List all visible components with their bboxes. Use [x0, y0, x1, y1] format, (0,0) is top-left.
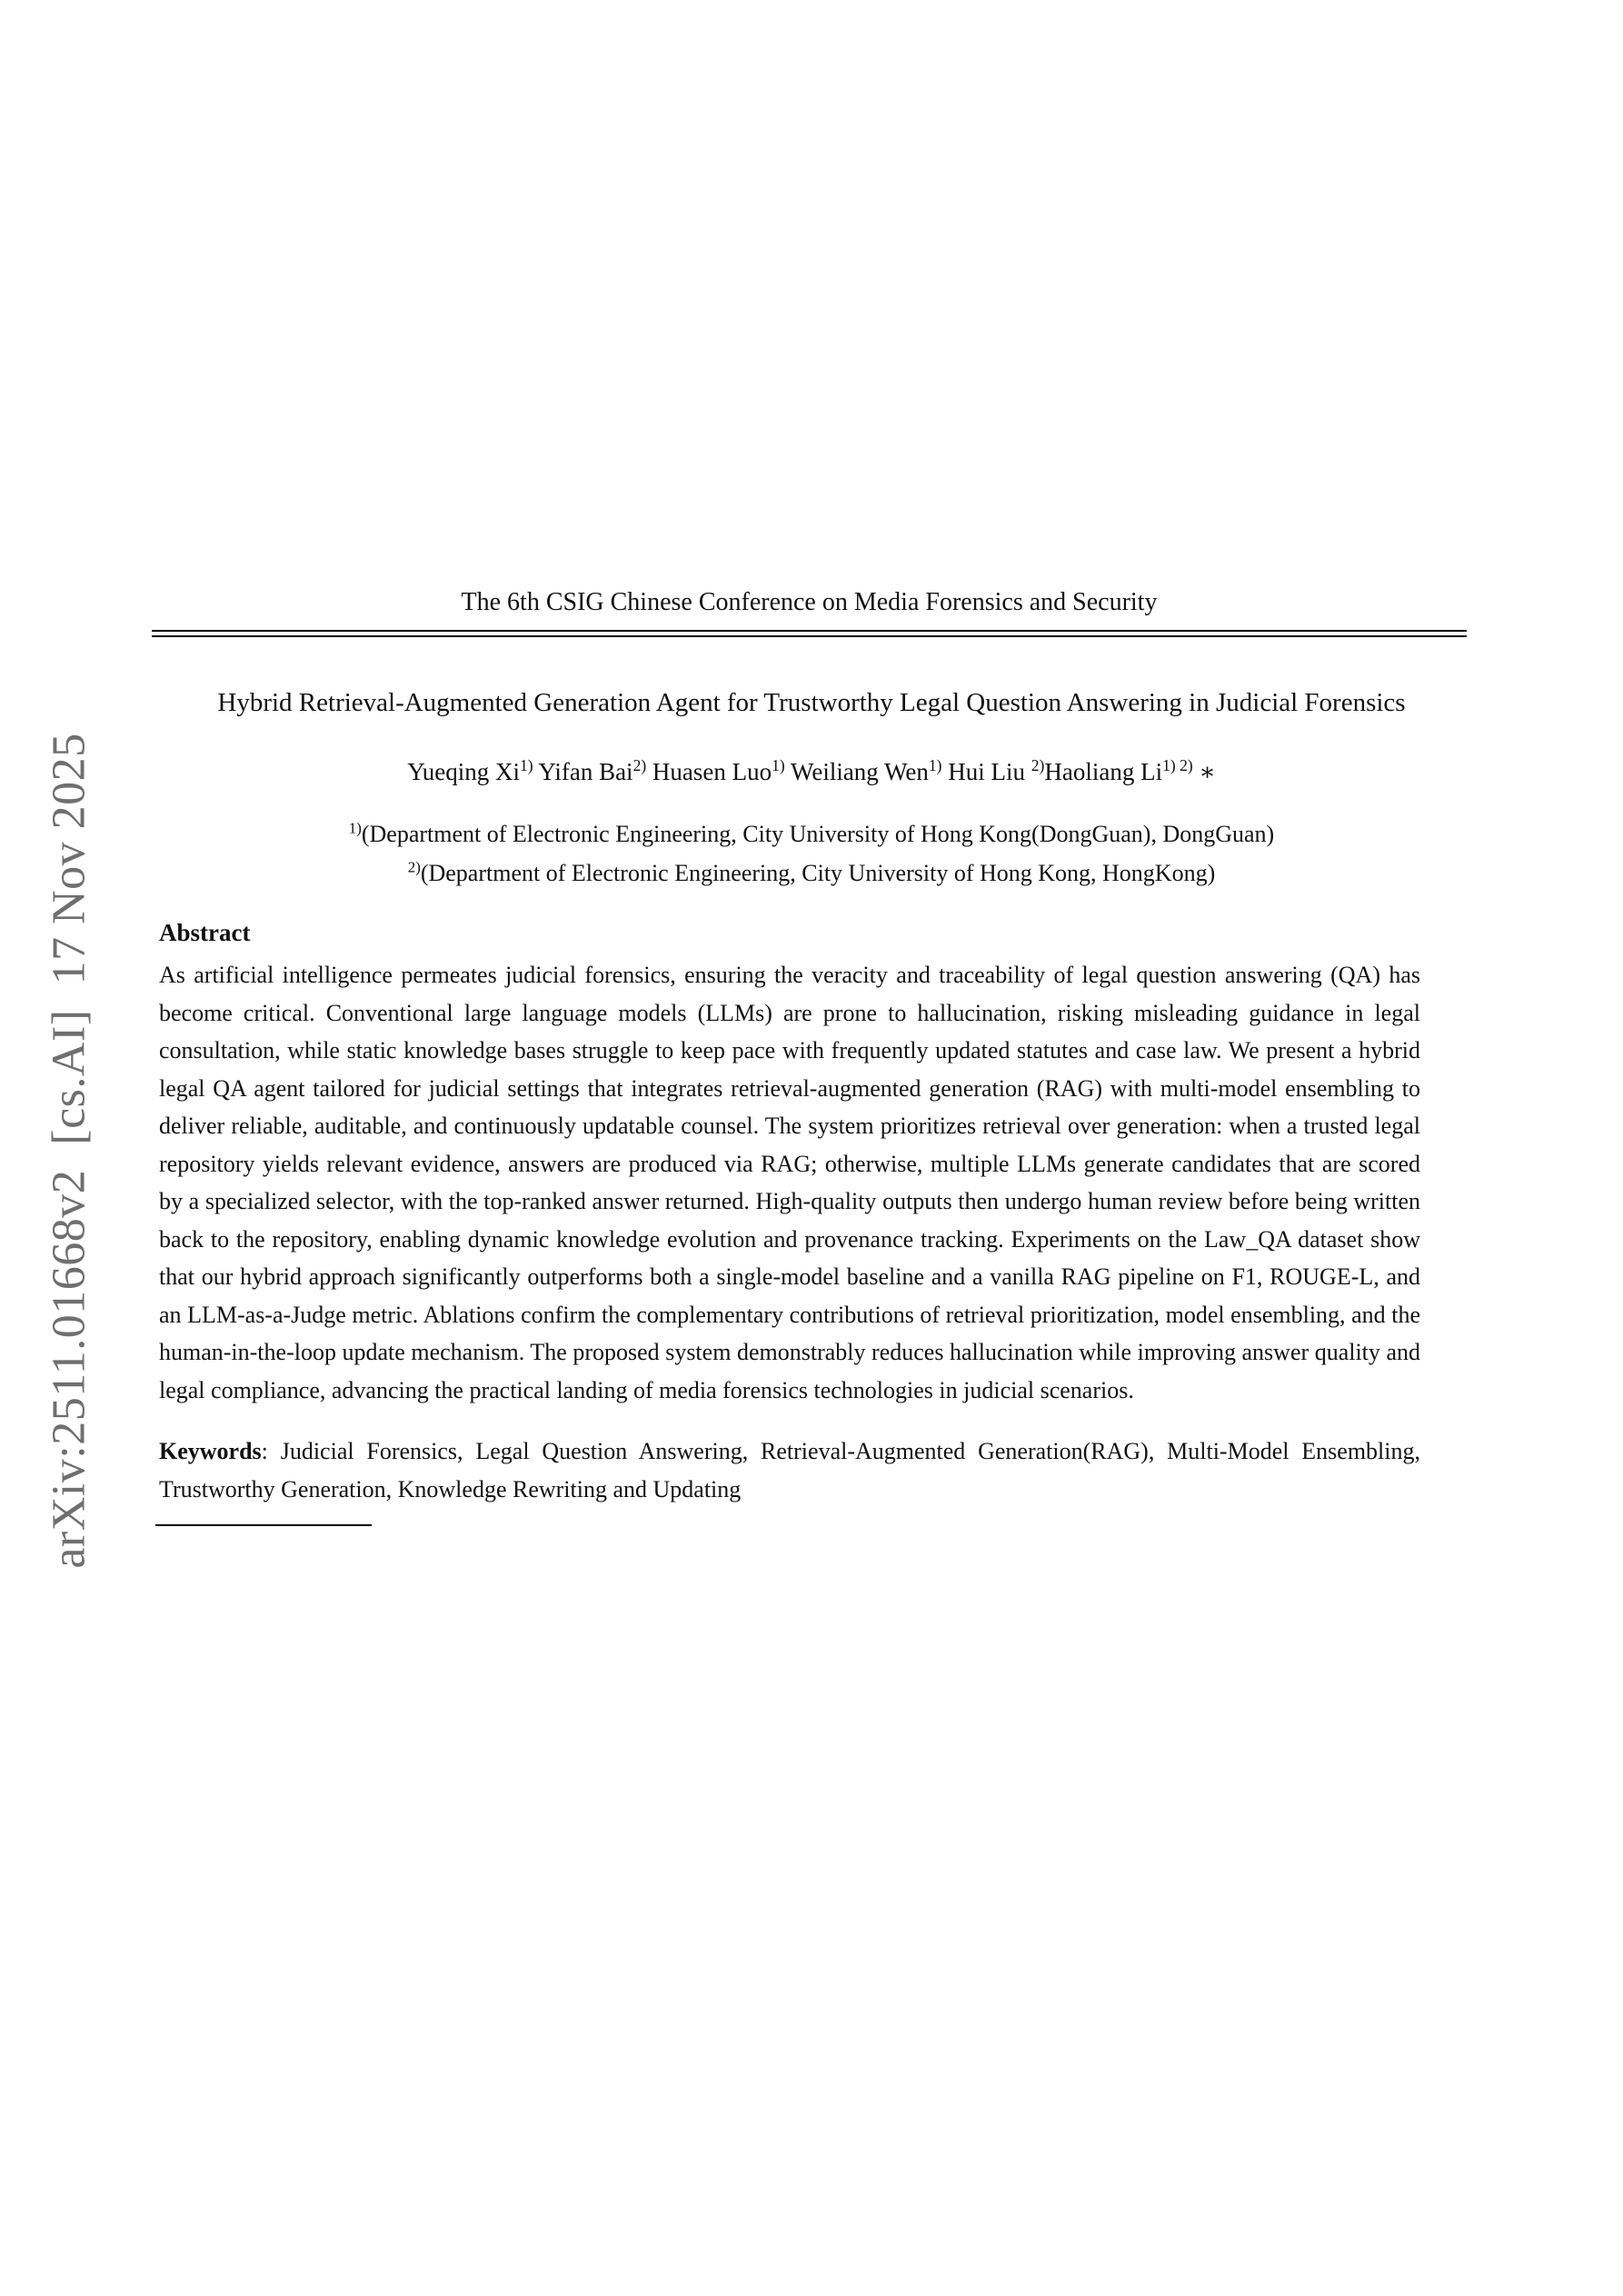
author-superscript: 1): [928, 756, 942, 774]
author-superscript: 1): [772, 756, 785, 774]
abstract-heading: Abstract: [159, 919, 251, 946]
conference-banner: [152, 587, 1467, 637]
abstract-text: As artificial intelligence permeates judicial forensics, ensuring the veracity and traceability of legal question answering (QA) has become critical. Conventional large language models (LLMs) are prone to hallucination, risking misleading guidance in legal consultation, while static knowledge bases struggle to keep pace with frequently updated statutes and case law. We present a hybrid legal QA agent tailored for judicial settings that integrates retrieval-augmented generation (RAG) with multi-model ensembling to deliver reliable, auditable, and continuously updatable counsel. The system prioritizes retrieval over generation: when a trusted legal repository yields relevant evidence, answers are produced via RAG; otherwise, multiple LLMs generate candidates that are scored by a specialized selector, with the top-ranked answer returned. High-quality outputs then undergo human review before being written back to the repository, enabling dynamic knowledge evolution and provenance tracking. Experiments on the Law_QA dataset show that our hybrid approach significantly outperforms both a single-model baseline and a vanilla RAG pipeline on F1, ROUGE-L, and an LLM-as-a-Judge metric. Ablations confirm the complementary contributions of retrieval prioritization, model ensembling, and the human-in-the-loop update mechanism. The proposed system demonstrably reduces hallucination while improving answer quality and legal compliance, advancing the practical landing of media forensics technologies in judicial scenarios.: [159, 962, 1420, 1403]
author: [791, 758, 941, 785]
author: [948, 758, 1044, 785]
conference-name: The 6th CSIG Chinese Conference on Media Forensics and Security: [461, 588, 1158, 616]
abstract-section: [159, 916, 1420, 1526]
affiliation-2: [0, 854, 1623, 893]
author-name: Weiliang Wen: [791, 758, 929, 785]
affiliation-text: (Department of Electronic Engineering, City University of Hong Kong, HongKong): [420, 860, 1216, 886]
keywords-label: Keywords: [159, 1438, 262, 1464]
keywords-text: : Judicial Forensics, Legal Question Answering, Retrieval-Augmented Generation(RAG), Multi-Model Ensembling, Trustworthy Generation, Knowledge Rewriting and Updating: [159, 1438, 1420, 1502]
author-list: [0, 758, 1623, 786]
paper-title: Hybrid Retrieval-Augmented Generation Agent for Trustworthy Legal Question Answering in Judicial Forensics: [217, 688, 1406, 717]
arxiv-watermark: arXiv:2511.01668v2 [cs.AI] 17 Nov 2025: [43, 733, 95, 1569]
author: [538, 758, 646, 785]
author-superscript: 1): [519, 756, 533, 774]
author-name: Huasen Luo: [652, 758, 772, 785]
affiliation-superscript: 2): [407, 858, 421, 876]
keywords-line: [159, 1433, 1420, 1508]
author: [652, 758, 785, 785]
author-name: Haoliang Li: [1044, 758, 1163, 785]
author-superscript: 2): [1031, 756, 1045, 774]
author-note-asterisk: ∗: [1199, 758, 1216, 785]
author-name: Hui Liu: [948, 758, 1025, 785]
affiliation-superscript: 1): [348, 819, 362, 837]
affiliation-list: [0, 814, 1623, 893]
author-superscript: 1) 2): [1162, 756, 1193, 774]
author-name: Yifan Bai: [538, 758, 633, 785]
header-double-rule: [152, 630, 1467, 637]
footnote-rule: [155, 1524, 372, 1526]
affiliation-text: (Department of Electronic Engineering, City University of Hong Kong(DongGuan), DongGuan): [361, 821, 1275, 847]
author: [1044, 758, 1192, 785]
affiliation-1: [0, 814, 1623, 854]
author-superscript: 2): [632, 756, 647, 774]
author: [407, 758, 533, 785]
author-name: Yueqing Xi: [407, 758, 520, 785]
